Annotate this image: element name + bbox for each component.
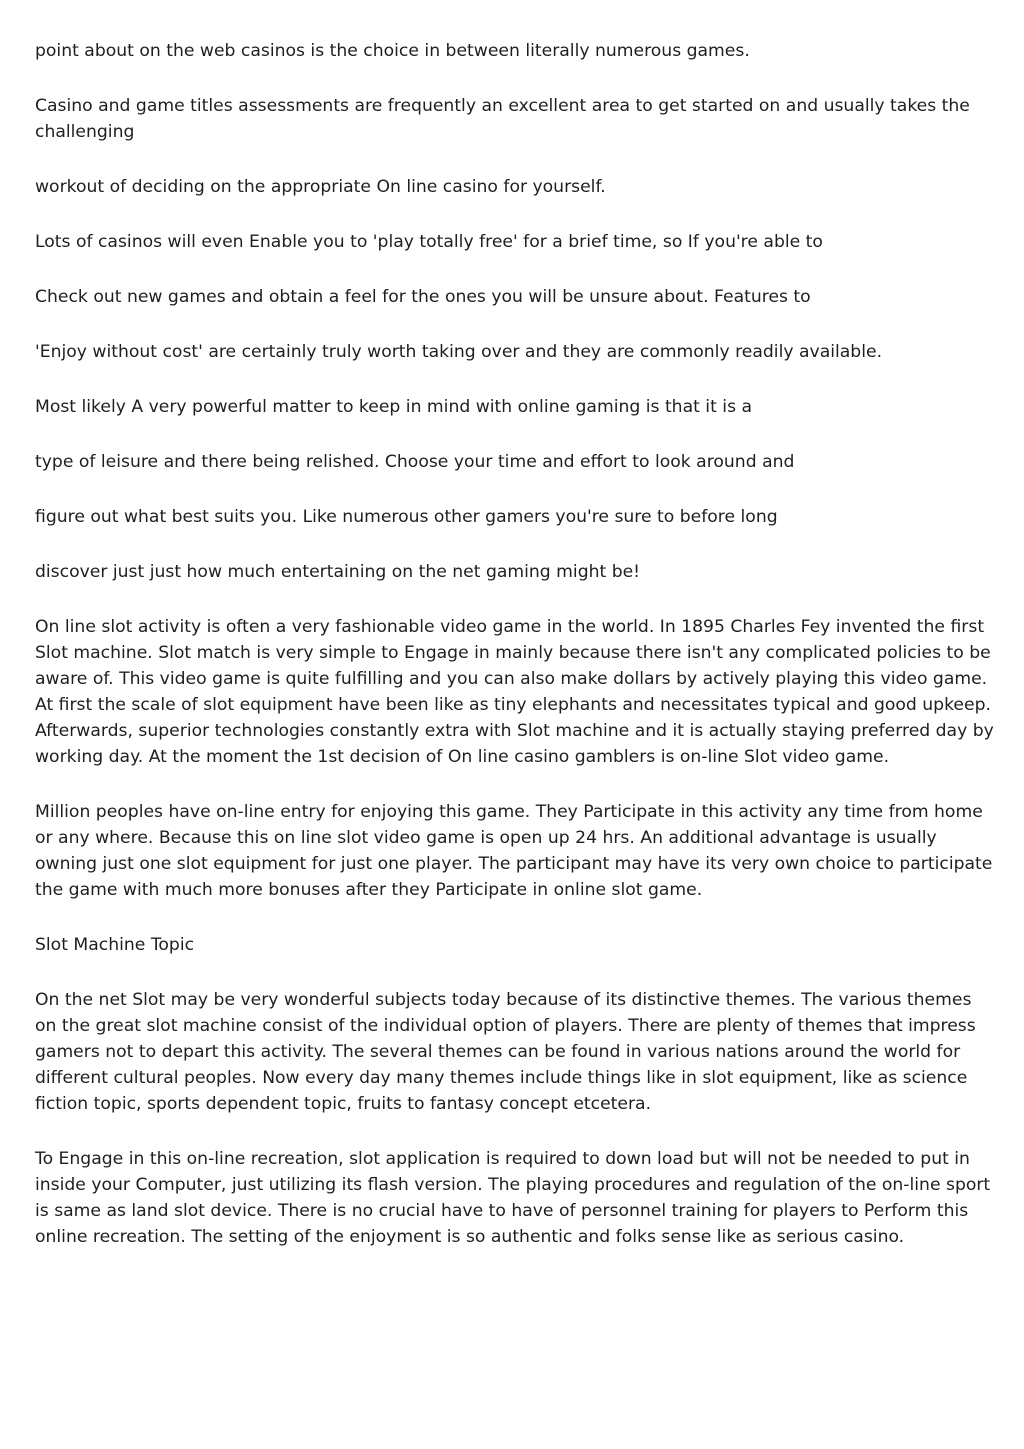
section-heading: Slot Machine Topic <box>35 935 195 955</box>
paragraph: discover just just how much entertaining on the net gaming might be! <box>35 562 641 582</box>
document-body <box>35 38 995 1279</box>
paragraph: On line slot activity is often a very fashionable video game in the world. In 1895 Charles Fey invented the first Slot machine. Slot match is very simple to Engage in mainly because there isn't any complicated policies to be aware of. This video game is quite fulfilling and you can also make dollars by actively playing this video game. At first the scale of slot equipment have been like as tiny elephants and necessitates typical and good upkeep. Afterwards, superior technologies constantly extra with Slot machine and it is actually staying preferred day by working day. At the moment the 1st decision of On line casino gamblers is on-line Slot video game. <box>35 617 994 767</box>
paragraph: figure out what best suits you. Like numerous other gamers you're sure to before long <box>35 507 778 527</box>
paragraph: point about on the web casinos is the choice in between literally numerous games. <box>35 41 750 61</box>
paragraph: Lots of casinos will even Enable you to 'play totally free' for a brief time, so If you're able to <box>35 232 823 252</box>
paragraph: Million peoples have on-line entry for enjoying this game. They Participate in this activity any time from home or any where. Because this on line slot video game is open up 24 hrs. An additional advantage is usually owning just one slot equipment for just one player. The participant may have its very own choice to participate the game with much more bonuses after they Participate in online slot game. <box>35 802 993 900</box>
paragraph: Casino and game titles assessments are frequently an excellent area to get started on and usually takes the challenging <box>35 96 970 142</box>
paragraph: To Engage in this on-line recreation, slot application is required to down load but will not be needed to put in inside your Computer, just utilizing its flash version. The playing procedures and regulation of the on-line sport is same as land slot device. There is no crucial have to have of personnel training for players to Perform this online recreation. The setting of the enjoyment is so authentic and folks sense like as serious casino. <box>35 1149 991 1247</box>
paragraph: On the net Slot may be very wonderful subjects today because of its distinctive themes. The various themes on the great slot machine consist of the individual option of players. There are plenty of themes that impress gamers not to depart this activity. The several themes can be found in various nations around the world for different cultural peoples. Now every day many themes include things like in slot equipment, like as science fiction topic, sports dependent topic, fruits to fantasy concept etcetera. <box>35 990 976 1114</box>
paragraph: type of leisure and there being relished. Choose your time and effort to look around and <box>35 452 795 472</box>
paragraph: workout of deciding on the appropriate On line casino for yourself. <box>35 177 606 197</box>
paragraph: Check out new games and obtain a feel for the ones you will be unsure about. Features to <box>35 287 811 307</box>
paragraph: Most likely A very powerful matter to keep in mind with online gaming is that it is a <box>35 397 753 417</box>
paragraph: 'Enjoy without cost' are certainly truly worth taking over and they are commonly readily available. <box>35 342 883 362</box>
